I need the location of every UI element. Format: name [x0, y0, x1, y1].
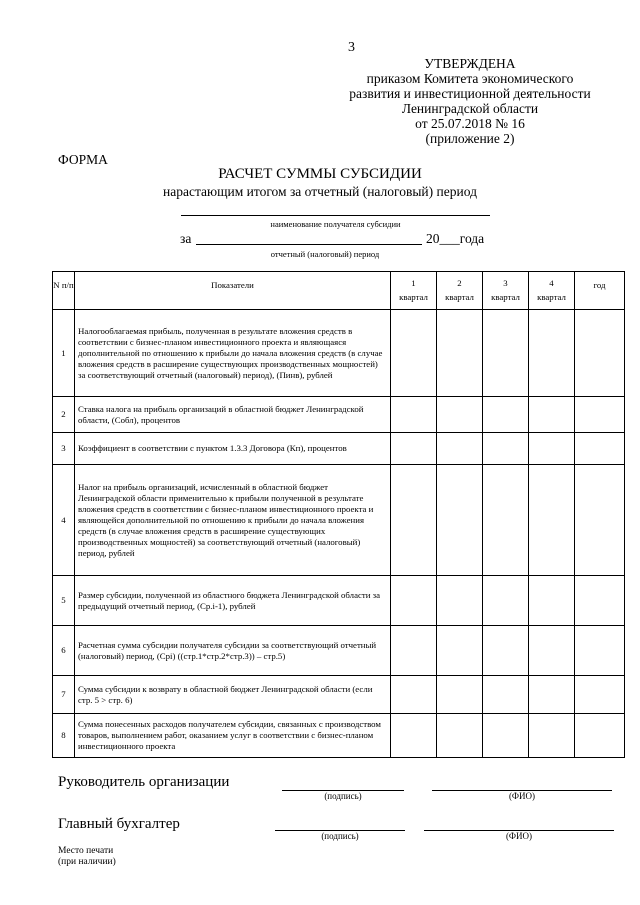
- row-indicator: Налог на прибыль организаций, исчисленный в областной бюджет Ленинградской области применительно к прибыли полученной в результате вложения средств в соответствии с бизнес-планом инвестиционного проекта и являющейся дополнительной по отношению к прибыли до начала вложения средств (в случае вложения средств в расширение существующих производственных мощностей) за соответствующий отчетный (налоговый) период, рублей: [75, 465, 391, 576]
- approval-line: УТВЕРЖДЕНА: [424, 56, 516, 71]
- value-cell-year[interactable]: [575, 433, 625, 465]
- recipient-name-caption: наименование получателя субсидии: [270, 219, 401, 229]
- row-indicator: Коэффициент в соответствии с пунктом 1.3.3 Договора (Кп), процентов: [75, 433, 391, 465]
- row-number: 7: [53, 676, 75, 714]
- value-cell-q4[interactable]: [529, 626, 575, 676]
- period-field-line[interactable]: [196, 244, 422, 245]
- row-indicator: Налогооблагаемая прибыль, полученная в результате вложения средств в соответствии с бизнес-планом инвестиционного проекта и являющаяся дополнительной по отношению к прибыли до начала вложения средств (в случае вложения средств в расширение существующих производственных мощностей) за соответствующий отчетный (налоговый) период), (Пинв), рублей: [75, 310, 391, 397]
- value-cell-q2[interactable]: [437, 626, 483, 676]
- value-cell-q2[interactable]: [437, 397, 483, 433]
- value-cell-q1[interactable]: [391, 465, 437, 576]
- header-indicators: Показатели: [75, 272, 391, 310]
- value-cell-q1[interactable]: [391, 433, 437, 465]
- value-cell-q4[interactable]: [529, 433, 575, 465]
- page-subtitle: нарастающим итогом за отчетный (налоговый) период: [163, 184, 477, 199]
- row-indicator: Сумма понесенных расходов получателем субсидии, связанных с производством товаров, выполнением работ, оказанием услуг в соответствии с бизнес-планом инвестиционного проекта: [75, 714, 391, 758]
- value-cell-year[interactable]: [575, 576, 625, 626]
- page-title: РАСЧЕТ СУММЫ СУБСИДИИ: [218, 166, 422, 182]
- table-row: [53, 714, 625, 758]
- value-cell-q4[interactable]: [529, 465, 575, 576]
- value-cell-year[interactable]: [575, 310, 625, 397]
- table-row: [53, 433, 625, 465]
- row-number: 6: [53, 626, 75, 676]
- value-cell-q4[interactable]: [529, 310, 575, 397]
- stamp-line-2: (при наличии): [58, 857, 116, 867]
- table-row: [53, 397, 625, 433]
- value-cell-q3[interactable]: [483, 397, 529, 433]
- row-number: 5: [53, 576, 75, 626]
- table-row: [53, 576, 625, 626]
- value-cell-q1[interactable]: [391, 310, 437, 397]
- approval-line: развития и инвестиционной деятельности: [349, 86, 591, 101]
- row-number: 1: [53, 310, 75, 397]
- form-label: ФОРМА: [58, 152, 108, 167]
- value-cell-q2[interactable]: [437, 433, 483, 465]
- value-cell-q4[interactable]: [529, 676, 575, 714]
- value-cell-q3[interactable]: [483, 714, 529, 758]
- indicators-table: [52, 271, 625, 758]
- approval-line: Ленинградской области: [401, 101, 539, 116]
- value-cell-q3[interactable]: [483, 433, 529, 465]
- value-cell-q1[interactable]: [391, 626, 437, 676]
- row-indicator: Расчетная сумма субсидии получателя субсидии за соответствующий отчетный (налоговый) период, (Cрi) ((стр.1*стр.2*стр.3)) – стр.5): [75, 626, 391, 676]
- value-cell-year[interactable]: [575, 397, 625, 433]
- header-num: N п/п: [53, 272, 75, 310]
- value-cell-q3[interactable]: [483, 576, 529, 626]
- value-cell-q3[interactable]: [483, 626, 529, 676]
- director-label: Руководитель организации: [58, 774, 230, 790]
- value-cell-q2[interactable]: [437, 714, 483, 758]
- director-name-caption: (ФИО): [508, 791, 536, 801]
- table-row: [53, 676, 625, 714]
- period-caption: отчетный (налоговый) период: [270, 249, 380, 259]
- row-number: 8: [53, 714, 75, 758]
- header-quarter-2: 2 квартал: [437, 272, 483, 310]
- approval-line: от 25.07.2018 № 16: [415, 116, 525, 131]
- value-cell-q1[interactable]: [391, 714, 437, 758]
- row-number: 3: [53, 433, 75, 465]
- table-row: [53, 626, 625, 676]
- stamp-place: [58, 846, 116, 868]
- table-header-row: [53, 272, 625, 310]
- approval-line: (приложение 2): [425, 131, 515, 146]
- header-quarter-4: 4 квартал: [529, 272, 575, 310]
- value-cell-q2[interactable]: [437, 310, 483, 397]
- value-cell-year[interactable]: [575, 626, 625, 676]
- row-indicator: Сумма субсидии к возврату в областной бюджет Ленинградской области (если стр. 5 > стр. 6): [75, 676, 391, 714]
- header-quarter-1: 1 квартал: [391, 272, 437, 310]
- value-cell-q2[interactable]: [437, 465, 483, 576]
- value-cell-year[interactable]: [575, 676, 625, 714]
- value-cell-q2[interactable]: [437, 576, 483, 626]
- accountant-label: Главный бухгалтер: [58, 816, 180, 832]
- period-prefix: за: [180, 231, 192, 246]
- recipient-name-field-line[interactable]: [181, 215, 490, 216]
- value-cell-q3[interactable]: [483, 310, 529, 397]
- value-cell-q1[interactable]: [391, 397, 437, 433]
- row-number: 4: [53, 465, 75, 576]
- value-cell-q4[interactable]: [529, 397, 575, 433]
- period-year: 20___года: [426, 231, 485, 246]
- value-cell-q3[interactable]: [483, 676, 529, 714]
- value-cell-year[interactable]: [575, 465, 625, 576]
- accountant-signature-caption: (подпись): [321, 831, 359, 841]
- accountant-name-caption: (ФИО): [505, 831, 533, 841]
- approval-line: приказом Комитета экономического: [366, 71, 574, 86]
- row-indicator: Размер субсидии, полученной из областного бюджета Ленинградской области за предыдущий отчетный период, (Ср.i-1), рублей: [75, 576, 391, 626]
- table-row: [53, 310, 625, 397]
- value-cell-year[interactable]: [575, 714, 625, 758]
- value-cell-q1[interactable]: [391, 676, 437, 714]
- header-quarter-3: 3 квартал: [483, 272, 529, 310]
- header-year: год: [575, 272, 625, 310]
- table-row: [53, 465, 625, 576]
- value-cell-q4[interactable]: [529, 714, 575, 758]
- stamp-line-1: Место печати: [58, 846, 114, 856]
- value-cell-q1[interactable]: [391, 576, 437, 626]
- row-indicator: Ставка налога на прибыль организаций в областной бюджет Ленинградской области, (Собл), процентов: [75, 397, 391, 433]
- director-signature-caption: (подпись): [324, 791, 362, 801]
- row-number: 2: [53, 397, 75, 433]
- value-cell-q4[interactable]: [529, 576, 575, 626]
- value-cell-q3[interactable]: [483, 465, 529, 576]
- approval-block: [330, 56, 610, 146]
- value-cell-q2[interactable]: [437, 676, 483, 714]
- page-number: 3: [348, 40, 355, 55]
